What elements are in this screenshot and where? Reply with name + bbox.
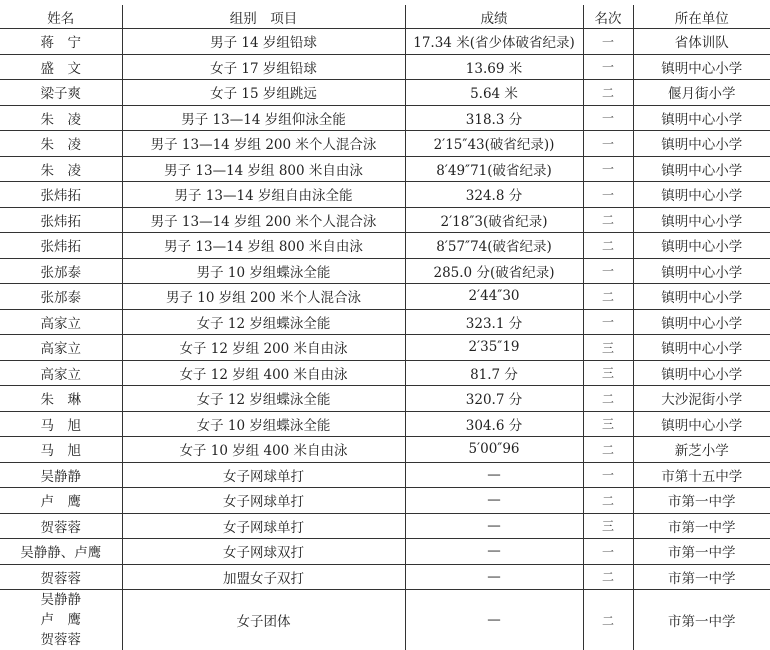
table-row: [0, 258, 770, 284]
name-cell: 梁子爽: [0, 80, 122, 106]
score-cell: 17.34 米(省少体破省纪录): [405, 29, 583, 55]
unit-cell: 市第十五中学: [633, 462, 770, 488]
name-cell: 朱 凌: [0, 131, 122, 157]
event-cell: 女子网球双打: [122, 539, 405, 565]
name-cell: 张炜拓: [0, 207, 122, 233]
name-cell: 贺蓉蓉: [0, 513, 122, 539]
rank-cell: 三: [583, 513, 633, 539]
name-cell: 吴静静、卢鹰: [0, 539, 122, 565]
team-event-cell: 女子团体: [122, 590, 405, 650]
score-cell: 2′35″19: [405, 335, 583, 361]
unit-cell: 市第一中学: [633, 513, 770, 539]
unit-cell: 镇明中心小学: [633, 54, 770, 80]
event-cell: 女子网球单打: [122, 462, 405, 488]
table-row: [0, 182, 770, 208]
table-row: [0, 233, 770, 259]
event-cell: 男子 13—14 岁组 200 米个人混合泳: [122, 207, 405, 233]
table-row: [0, 513, 770, 539]
event-cell: 加盟女子双打: [122, 564, 405, 590]
event-cell: 女子 10 岁组 400 米自由泳: [122, 437, 405, 463]
score-cell: 5.64 米: [405, 80, 583, 106]
table-row: [0, 105, 770, 131]
unit-cell: 镇明中心小学: [633, 309, 770, 335]
name-cell: 高家立: [0, 360, 122, 386]
table-row: [0, 309, 770, 335]
score-cell: 2′15″43(破省纪录)): [405, 131, 583, 157]
rank-cell: 三: [583, 335, 633, 361]
event-cell: 男子 13—14 岁组自由泳全能: [122, 182, 405, 208]
table-row: [0, 564, 770, 590]
rank-cell: 一: [583, 462, 633, 488]
score-cell: —: [405, 513, 583, 539]
score-cell: —: [405, 539, 583, 565]
name-cell: 高家立: [0, 309, 122, 335]
score-cell: 324.8 分: [405, 182, 583, 208]
name-cell: 张炜拓: [0, 233, 122, 259]
team-row: [0, 590, 770, 650]
header-row: [0, 5, 770, 29]
unit-cell: 镇明中心小学: [633, 258, 770, 284]
score-cell: —: [405, 488, 583, 514]
header-rank: 名次: [583, 5, 633, 29]
rank-cell: 一: [583, 258, 633, 284]
team-score-cell: —: [405, 590, 583, 650]
rank-cell: 一: [583, 54, 633, 80]
score-cell: 5′00″96: [405, 437, 583, 463]
table-row: [0, 207, 770, 233]
unit-cell: 市第一中学: [633, 539, 770, 565]
event-cell: 男子 13—14 岁组仰泳全能: [122, 105, 405, 131]
name-cell: 卢 鹰: [0, 488, 122, 514]
team-rank-cell: 二: [583, 590, 633, 650]
rank-cell: 三: [583, 360, 633, 386]
score-cell: —: [405, 564, 583, 590]
unit-cell: 镇明中心小学: [633, 360, 770, 386]
unit-cell: 镇明中心小学: [633, 207, 770, 233]
event-cell: 男子 10 岁组蝶泳全能: [122, 258, 405, 284]
name-cell: 马 旭: [0, 411, 122, 437]
event-cell: 女子网球单打: [122, 513, 405, 539]
unit-cell: 市第一中学: [633, 488, 770, 514]
header-event: 组别 项目: [122, 5, 405, 29]
table-row: [0, 411, 770, 437]
table-row: [0, 335, 770, 361]
event-cell: 女子 12 岁组蝶泳全能: [122, 386, 405, 412]
score-cell: 8′49″71(破省纪录): [405, 156, 583, 182]
score-cell: 320.7 分: [405, 386, 583, 412]
score-cell: 323.1 分: [405, 309, 583, 335]
unit-cell: 市第一中学: [633, 564, 770, 590]
table-row: [0, 437, 770, 463]
event-cell: 男子 10 岁组 200 米个人混合泳: [122, 284, 405, 310]
score-cell: —: [405, 462, 583, 488]
table-row: [0, 386, 770, 412]
event-cell: 女子 12 岁组蝶泳全能: [122, 309, 405, 335]
unit-cell: 大沙泥街小学: [633, 386, 770, 412]
table-row: [0, 488, 770, 514]
table-row: [0, 29, 770, 55]
unit-cell: 镇明中心小学: [633, 335, 770, 361]
unit-cell: 镇明中心小学: [633, 156, 770, 182]
team-member-name: 贺蓉蓉: [0, 630, 122, 650]
rank-cell: 一: [583, 156, 633, 182]
score-cell: 13.69 米: [405, 54, 583, 80]
rank-cell: 二: [583, 564, 633, 590]
score-cell: 8′57″74(破省纪录): [405, 233, 583, 259]
team-member-name: 卢 鹰: [0, 610, 122, 630]
table-row: [0, 54, 770, 80]
name-cell: 吴静静: [0, 462, 122, 488]
unit-cell: 镇明中心小学: [633, 131, 770, 157]
unit-cell: 镇明中心小学: [633, 105, 770, 131]
score-cell: 2′18″3(破省纪录): [405, 207, 583, 233]
table-row: [0, 539, 770, 565]
rank-cell: 三: [583, 411, 633, 437]
team-names-cell: [0, 590, 122, 650]
event-cell: 女子 17 岁组铅球: [122, 54, 405, 80]
rank-cell: 二: [583, 386, 633, 412]
results-table: [0, 5, 770, 650]
score-cell: 2′44″30: [405, 284, 583, 310]
rank-cell: 二: [583, 284, 633, 310]
rank-cell: 二: [583, 233, 633, 259]
event-cell: 男子 13—14 岁组 800 米自由泳: [122, 233, 405, 259]
table-row: [0, 80, 770, 106]
team-member-name: 吴静静: [0, 590, 122, 610]
rank-cell: 一: [583, 29, 633, 55]
event-cell: 女子 10 岁组蝶泳全能: [122, 411, 405, 437]
name-cell: 朱 凌: [0, 156, 122, 182]
name-cell: 张炜拓: [0, 182, 122, 208]
rank-cell: 一: [583, 182, 633, 208]
table-row: [0, 284, 770, 310]
unit-cell: 偃月街小学: [633, 80, 770, 106]
unit-cell: 省体训队: [633, 29, 770, 55]
unit-cell: 镇明中心小学: [633, 233, 770, 259]
rank-cell: 一: [583, 309, 633, 335]
event-cell: 男子 13—14 岁组 800 米自由泳: [122, 156, 405, 182]
table-row: [0, 360, 770, 386]
name-cell: 朱 琳: [0, 386, 122, 412]
table-row: [0, 462, 770, 488]
team-unit-cell: 市第一中学: [633, 590, 770, 650]
name-cell: 张邡泰: [0, 258, 122, 284]
score-cell: 318.3 分: [405, 105, 583, 131]
header-unit: 所在单位: [633, 5, 770, 29]
unit-cell: 镇明中心小学: [633, 182, 770, 208]
name-cell: 蒋 宁: [0, 29, 122, 55]
table-row: [0, 131, 770, 157]
event-cell: 女子 12 岁组 200 米自由泳: [122, 335, 405, 361]
rank-cell: 一: [583, 539, 633, 565]
unit-cell: 镇明中心小学: [633, 411, 770, 437]
name-cell: 盛 文: [0, 54, 122, 80]
score-cell: 304.6 分: [405, 411, 583, 437]
rank-cell: 二: [583, 488, 633, 514]
event-cell: 女子 12 岁组 400 米自由泳: [122, 360, 405, 386]
name-cell: 马 旭: [0, 437, 122, 463]
rank-cell: 二: [583, 437, 633, 463]
score-cell: 81.7 分: [405, 360, 583, 386]
rank-cell: 一: [583, 131, 633, 157]
event-cell: 女子 15 岁组跳远: [122, 80, 405, 106]
header-name: 姓名: [0, 5, 122, 29]
event-cell: 女子网球单打: [122, 488, 405, 514]
table-row: [0, 156, 770, 182]
rank-cell: 一: [583, 105, 633, 131]
score-cell: 285.0 分(破省纪录): [405, 258, 583, 284]
table-body: [0, 29, 770, 650]
event-cell: 男子 14 岁组铅球: [122, 29, 405, 55]
name-cell: 贺蓉蓉: [0, 564, 122, 590]
header-score: 成绩: [405, 5, 583, 29]
rank-cell: 二: [583, 207, 633, 233]
rank-cell: 二: [583, 80, 633, 106]
unit-cell: 镇明中心小学: [633, 284, 770, 310]
unit-cell: 新芝小学: [633, 437, 770, 463]
name-cell: 高家立: [0, 335, 122, 361]
name-cell: 张邡泰: [0, 284, 122, 310]
event-cell: 男子 13—14 岁组 200 米个人混合泳: [122, 131, 405, 157]
name-cell: 朱 凌: [0, 105, 122, 131]
